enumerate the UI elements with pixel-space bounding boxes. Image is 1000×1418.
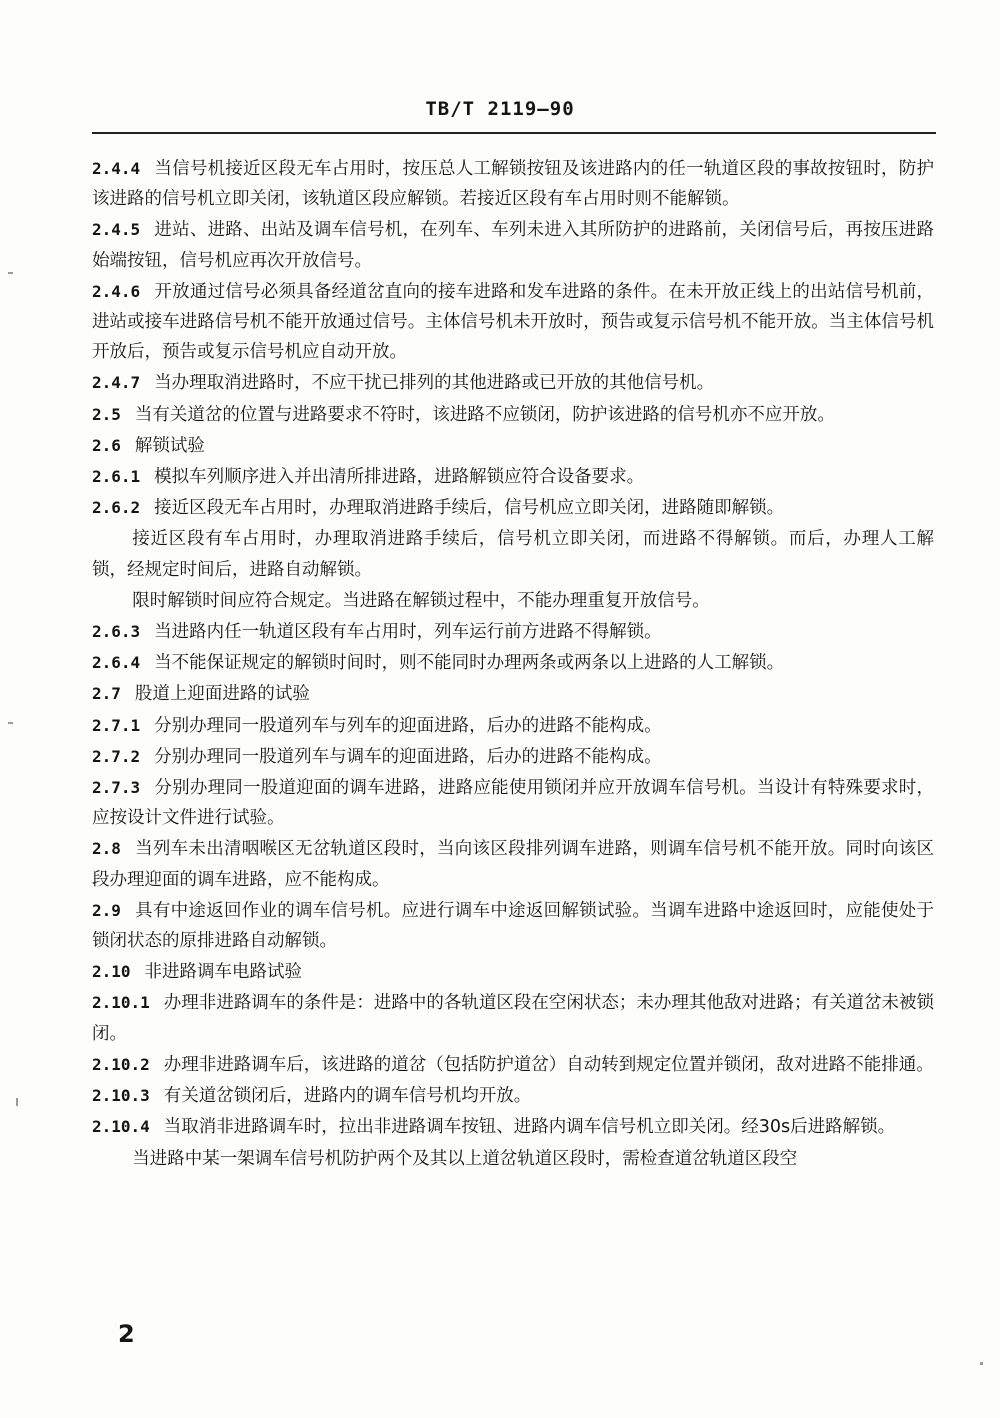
paragraph xyxy=(92,1112,934,1142)
paragraph xyxy=(92,834,934,894)
paragraph xyxy=(92,896,934,956)
clause-text: 当进路中某一架调车信号机防护两个及其以上道岔轨道区段时，需检查道岔轨道区段空 xyxy=(132,1148,798,1169)
scan-speck xyxy=(16,1098,18,1106)
clause-number: 2.4.5 xyxy=(92,220,141,240)
paragraph xyxy=(92,431,934,461)
paragraph xyxy=(92,742,934,772)
clause-number: 2.7.3 xyxy=(92,778,141,798)
clause-text: 接近区段有车占用时，办理取消进路手续后，信号机立即关闭，而进路不得解锁。而后，办理人工解锁，经规定时间后，进路自动解锁。 xyxy=(92,529,934,580)
clause-text: 当办理取消进路时，不应干扰已排列的其他进路或已开放的其他信号机。 xyxy=(154,373,715,394)
paragraph xyxy=(92,711,934,741)
paragraph xyxy=(92,400,934,430)
clause-text: 办理非进路调车的条件是：进路中的各轨道区段在空闲状态；未办理其他敌对进路；有关道岔未被锁闭。 xyxy=(92,993,934,1044)
clause-text: 非进路调车电路试验 xyxy=(144,962,303,983)
clause-text: 当有关道岔的位置与进路要求不符时，该进路不应锁闭，防护该进路的信号机亦不应开放。 xyxy=(134,404,835,425)
scan-speck xyxy=(8,272,13,274)
page-number: 2 xyxy=(118,1320,135,1348)
paragraph xyxy=(92,493,934,523)
paragraph xyxy=(92,1081,934,1111)
paragraph xyxy=(92,648,934,678)
clause-number: 2.4.7 xyxy=(92,373,141,393)
clause-text: 有关道岔锁闭后，进路内的调车信号机均开放。 xyxy=(163,1086,532,1107)
paragraph xyxy=(92,524,934,584)
paragraph xyxy=(92,988,934,1048)
clause-number: 2.10.3 xyxy=(92,1086,150,1106)
clause-number: 2.4.6 xyxy=(92,281,141,301)
clause-number: 2.6.3 xyxy=(92,622,141,642)
clause-text: 进站、进路、出站及调车信号机，在列车、车列未进入其所防护的进路前，关闭信号后，再按压进路始端按钮，信号机应再次开放信号。 xyxy=(92,220,934,271)
clause-number: 2.6.1 xyxy=(92,467,141,487)
clause-number: 2.6.2 xyxy=(92,498,141,518)
body-text xyxy=(92,154,934,1175)
paragraph xyxy=(92,215,934,275)
clause-text: 当进路内任一轨道区段有车占用时，列车运行前方进路不得解锁。 xyxy=(154,622,662,643)
clause-number: 2.6 xyxy=(92,435,121,455)
clause-text: 当列车未出清咽喉区无岔轨道区段时，当向该区段排列调车进路，则调车信号机不能开放。同时向该区段办理迎面的调车进路，应不能构成。 xyxy=(92,839,934,890)
clause-text: 分别办理同一股道迎面的调车进路，进路应能使用锁闭并应开放调车信号机。当设计有特殊要求时，应按设计文件进行试验。 xyxy=(92,778,934,829)
clause-text: 接近区段无车占用时，办理取消进路手续后，信号机应立即关闭，进路随即解锁。 xyxy=(154,498,785,519)
clause-text: 限时解锁时间应符合规定。当进路在解锁过程中，不能办理重复开放信号。 xyxy=(132,590,710,611)
clause-number: 2.10.1 xyxy=(92,993,150,1013)
clause-text: 当不能保证规定的解锁时间时，则不能同时办理两条或两条以上进路的人工解锁。 xyxy=(154,653,785,674)
clause-number: 2.5 xyxy=(92,404,121,424)
clause-text: 具有中途返回作业的调车信号机。应进行调车中途返回解锁试验。当调车进路中途返回时，应能使处于锁闭状态的原排进路自动解锁。 xyxy=(92,900,934,952)
paragraph xyxy=(92,154,934,214)
clause-number: 2.7.2 xyxy=(92,746,141,766)
clause-number: 2.7 xyxy=(92,684,121,704)
clause-number: 2.8 xyxy=(92,839,121,859)
clause-text: 当信号机接近区段无车占用时，按压总人工解锁按钮及该进路内的任一轨道区段的事故按钮时，防护该进路的信号机立即关闭，该轨道区段应解锁。若接近区段有车占用时则不能解锁。 xyxy=(92,159,934,210)
clause-text: 当取消非进路调车时，拉出非进路调车按钮、进路内调车信号机立即关闭。经30s后进路解锁。 xyxy=(163,1117,896,1138)
paragraph xyxy=(92,368,934,398)
paragraph xyxy=(92,1144,934,1174)
paragraph xyxy=(92,1050,934,1080)
clause-number: 2.10.4 xyxy=(92,1117,150,1137)
paragraph xyxy=(92,617,934,647)
paragraph xyxy=(92,679,934,709)
paragraph xyxy=(92,586,934,616)
clause-text: 分别办理同一股道列车与列车的迎面进路，后办的进路不能构成。 xyxy=(154,715,662,736)
paragraph xyxy=(92,957,934,987)
clause-number: 2.7.1 xyxy=(92,715,141,735)
clause-text: 分别办理同一股道列车与调车的迎面进路，后办的进路不能构成。 xyxy=(154,746,662,767)
clause-number: 2.9 xyxy=(92,900,121,920)
paragraph xyxy=(92,462,934,492)
scan-speck xyxy=(8,722,13,724)
clause-number: 2.10 xyxy=(92,962,131,982)
clause-number: 2.4.4 xyxy=(92,159,141,178)
clause-text: 股道上迎面进路的试验 xyxy=(134,684,310,705)
paragraph xyxy=(92,277,934,368)
header-divider xyxy=(92,132,936,134)
paragraph xyxy=(92,773,934,833)
clause-number: 2.6.4 xyxy=(92,653,141,673)
clause-text: 解锁试验 xyxy=(134,435,205,456)
clause-text: 模拟车列顺序进入并出清所排进路，进路解锁应符合设备要求。 xyxy=(154,467,645,488)
clause-text: 开放通过信号必须具备经道岔直向的接车进路和发车进路的条件。在未开放正线上的出站信号机前，进站或接车进路信号机不能开放通过信号。主体信号机未开放时，预告或复示信号机不能开放。当主体信号机开放后，预告或复示信号机应自动开放。 xyxy=(92,281,934,363)
clause-number: 2.10.2 xyxy=(92,1054,150,1074)
header-standard-code: TB/T 2119—90 xyxy=(425,98,575,120)
scan-speck xyxy=(980,1362,983,1365)
clause-text: 办理非进路调车后，该进路的道岔（包括防护道岔）自动转到规定位置并锁闭，敌对进路不能排通。 xyxy=(163,1054,934,1075)
